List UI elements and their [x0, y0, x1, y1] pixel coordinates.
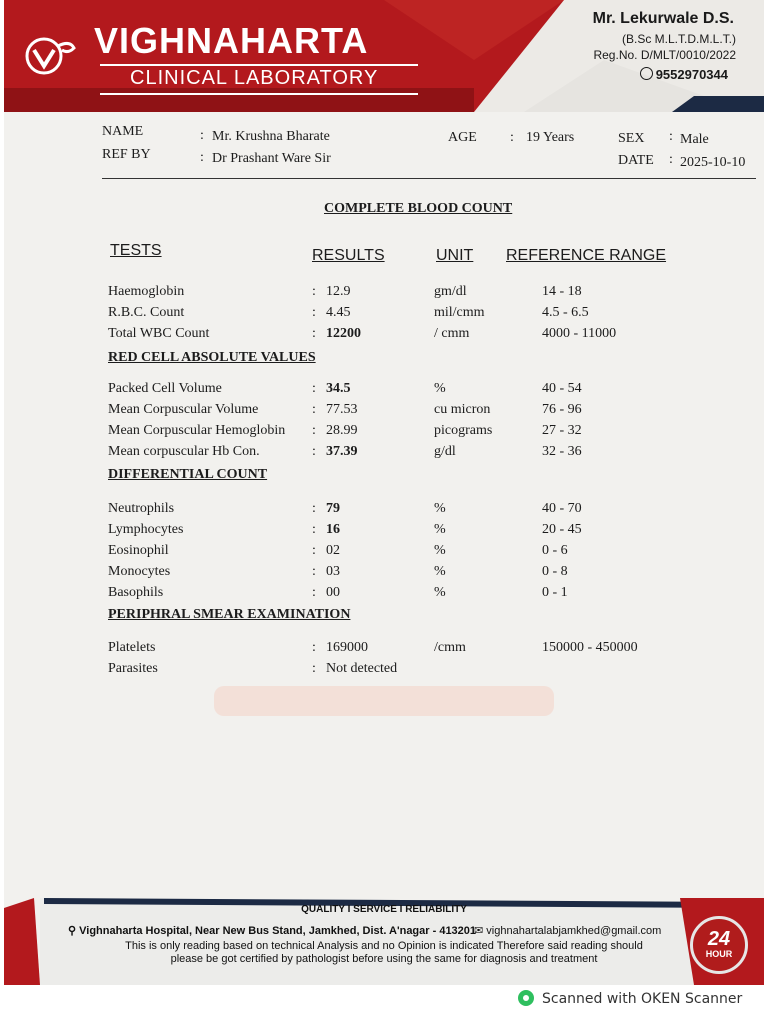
- test-unit: cu micron: [434, 402, 491, 417]
- test-unit: /cmm: [434, 640, 466, 655]
- doctor-name: Mr. Lekurwale D.S.: [592, 10, 734, 27]
- reference-range: 0 - 8: [542, 564, 568, 579]
- age-label: AGE: [448, 130, 477, 145]
- test-result: 37.39: [326, 444, 358, 459]
- table-row: [4, 305, 764, 325]
- test-unit: / cmm: [434, 326, 470, 341]
- footer-tagline: QUALITY I SERVICE I RELIABILITY: [301, 904, 467, 915]
- table-row: [4, 640, 764, 660]
- reference-range: 76 - 96: [542, 402, 582, 417]
- test-name: Mean corpuscular Hb Con.: [108, 444, 260, 459]
- referring-doctor: Dr Prashant Ware Sir: [212, 151, 331, 166]
- table-row: [4, 381, 764, 401]
- email-text: vighnahartalabjamkhed@gmail.com: [486, 925, 662, 937]
- table-row: [4, 423, 764, 443]
- column-header-results: RESULTS: [312, 247, 385, 264]
- reference-range: 32 - 36: [542, 444, 582, 459]
- table-row: [4, 585, 764, 605]
- whatsapp-icon: [640, 67, 653, 80]
- test-unit: %: [434, 522, 446, 537]
- reference-range: 20 - 45: [542, 522, 582, 537]
- badge-text: HOUR: [705, 949, 733, 959]
- test-unit: picograms: [434, 423, 493, 438]
- doctor-qualification: (B.Sc M.L.T.D.M.L.T.): [621, 32, 736, 46]
- badge-number: 24: [707, 928, 731, 950]
- test-result: 03: [326, 564, 340, 579]
- test-unit: %: [434, 585, 446, 600]
- test-result: 28.99: [326, 423, 358, 438]
- table-row: [4, 326, 764, 346]
- colon: :: [312, 326, 316, 341]
- colon: :: [312, 402, 316, 417]
- test-name: Haemoglobin: [108, 284, 185, 299]
- address-text: Vighnaharta Hospital, Near New Bus Stand, Jamkhed, Dist. A'nagar - 413201: [79, 925, 477, 937]
- name-label: NAME: [102, 124, 144, 139]
- section-heading-rbc: RED CELL ABSOLUTE VALUES: [108, 350, 316, 365]
- test-name: Eosinophil: [108, 543, 169, 558]
- test-name: Basophils: [108, 585, 164, 600]
- colon: :: [312, 564, 316, 579]
- column-header-tests: TESTS: [110, 242, 162, 259]
- reference-range: 14 - 18: [542, 284, 582, 299]
- footer-address: ⚲ Vighnaharta Hospital, Near New Bus Stand, Jamkhed, Dist. A'nagar - 413201: [68, 925, 477, 937]
- test-name: Total WBC Count: [108, 326, 210, 341]
- date-label: DATE: [618, 153, 654, 168]
- scanner-watermark: [518, 990, 742, 1007]
- colon: :: [312, 522, 316, 537]
- test-name: Platelets: [108, 640, 156, 655]
- colon: :: [312, 501, 316, 516]
- colon: :: [510, 130, 514, 145]
- test-name: Monocytes: [108, 564, 171, 579]
- doctor-registration: Reg.No. D/MLT/0010/2022: [593, 48, 736, 62]
- test-result: 34.5: [326, 381, 351, 396]
- footer-email: ✉ vighnahartalabjamkhed@gmail.com: [474, 925, 662, 937]
- test-name: Parasites: [108, 661, 158, 676]
- reference-range: 4.5 - 6.5: [542, 305, 589, 320]
- table-row: [4, 522, 764, 542]
- disclaimer-line-2: please be got certified by pathologist before using the same for diagnosis and treatment: [170, 953, 598, 965]
- test-name: Neutrophils: [108, 501, 175, 516]
- divider: [100, 93, 418, 95]
- test-result: Not detected: [326, 661, 398, 676]
- patient-age: 19 Years: [526, 130, 575, 145]
- letterhead: [4, 0, 764, 112]
- report-sheet: [4, 0, 764, 985]
- reference-range: 4000 - 11000: [542, 326, 617, 341]
- test-name: Mean Corpuscular Hemoglobin: [108, 423, 286, 438]
- test-unit: g/dl: [434, 444, 456, 459]
- test-result: 02: [326, 543, 340, 558]
- colon: :: [312, 444, 316, 459]
- colon: :: [312, 543, 316, 558]
- table-row: [4, 543, 764, 563]
- colon: :: [312, 661, 316, 676]
- colon: :: [312, 284, 316, 299]
- colon: :: [312, 305, 316, 320]
- test-unit: %: [434, 381, 446, 396]
- reference-range: 0 - 1: [542, 585, 568, 600]
- test-name: Lymphocytes: [108, 522, 184, 537]
- colon: :: [669, 129, 673, 144]
- test-result: 79: [326, 501, 340, 516]
- colon: :: [669, 152, 673, 167]
- table-row: [4, 564, 764, 584]
- lab-logo-icon: [22, 32, 80, 78]
- divider: [100, 64, 418, 66]
- watermark: [214, 686, 554, 716]
- lab-subtitle: CLINICAL LABORATORY: [130, 67, 379, 89]
- colon: :: [312, 423, 316, 438]
- patient-name: Mr. Krushna Bharate: [212, 129, 330, 144]
- phone-number: 9552970344: [655, 67, 728, 82]
- column-header-reference: REFERENCE RANGE: [506, 247, 667, 264]
- reference-range: 40 - 54: [542, 381, 582, 396]
- doctor-phone: [640, 67, 728, 82]
- test-unit: mil/cmm: [434, 305, 485, 320]
- reference-range: 0 - 6: [542, 543, 568, 558]
- reference-range: 150000 - 450000: [542, 640, 638, 655]
- table-row: [4, 661, 764, 681]
- table-row: [4, 402, 764, 422]
- lab-name: VIGHNAHARTA: [94, 20, 369, 61]
- test-result: 169000: [326, 640, 368, 655]
- ref-by-label: REF BY: [102, 147, 151, 162]
- sex-label: SEX: [618, 131, 645, 146]
- colon: :: [312, 585, 316, 600]
- report-date: 2025-10-10: [680, 155, 746, 170]
- test-name: R.B.C. Count: [108, 305, 185, 320]
- column-header-unit: UNIT: [436, 247, 474, 264]
- scanner-icon: [518, 990, 534, 1006]
- test-name: Packed Cell Volume: [108, 381, 222, 396]
- section-heading-differential: DIFFERENTIAL COUNT: [108, 467, 268, 482]
- colon: :: [200, 128, 204, 143]
- table-row: [4, 444, 764, 464]
- report-title: COMPLETE BLOOD COUNT: [324, 201, 513, 216]
- test-unit: %: [434, 501, 446, 516]
- section-heading-smear: PERIPHRAL SMEAR EXAMINATION: [108, 607, 351, 622]
- table-row: [4, 501, 764, 521]
- divider: [102, 178, 756, 179]
- test-name: Mean Corpuscular Volume: [108, 402, 259, 417]
- colon: :: [312, 381, 316, 396]
- test-result: 4.45: [326, 305, 351, 320]
- disclaimer-line-1: This is only reading based on technical Analysis and no Opinion is indicated Therefore said reading should: [125, 940, 643, 952]
- test-result: 00: [326, 585, 340, 600]
- reference-range: 40 - 70: [542, 501, 582, 516]
- test-unit: gm/dl: [434, 284, 467, 299]
- reference-range: 27 - 32: [542, 423, 582, 438]
- colon: :: [200, 150, 204, 165]
- table-row: [4, 284, 764, 304]
- test-result: 16: [326, 522, 340, 537]
- test-result: 12200: [326, 326, 361, 341]
- 24-hour-badge: [690, 916, 748, 974]
- patient-sex: Male: [680, 132, 709, 147]
- test-result: 77.53: [326, 402, 358, 417]
- test-unit: %: [434, 564, 446, 579]
- test-result: 12.9: [326, 284, 351, 299]
- test-unit: %: [434, 543, 446, 558]
- scanner-text: Scanned with OKEN Scanner: [542, 991, 743, 1007]
- colon: :: [312, 640, 316, 655]
